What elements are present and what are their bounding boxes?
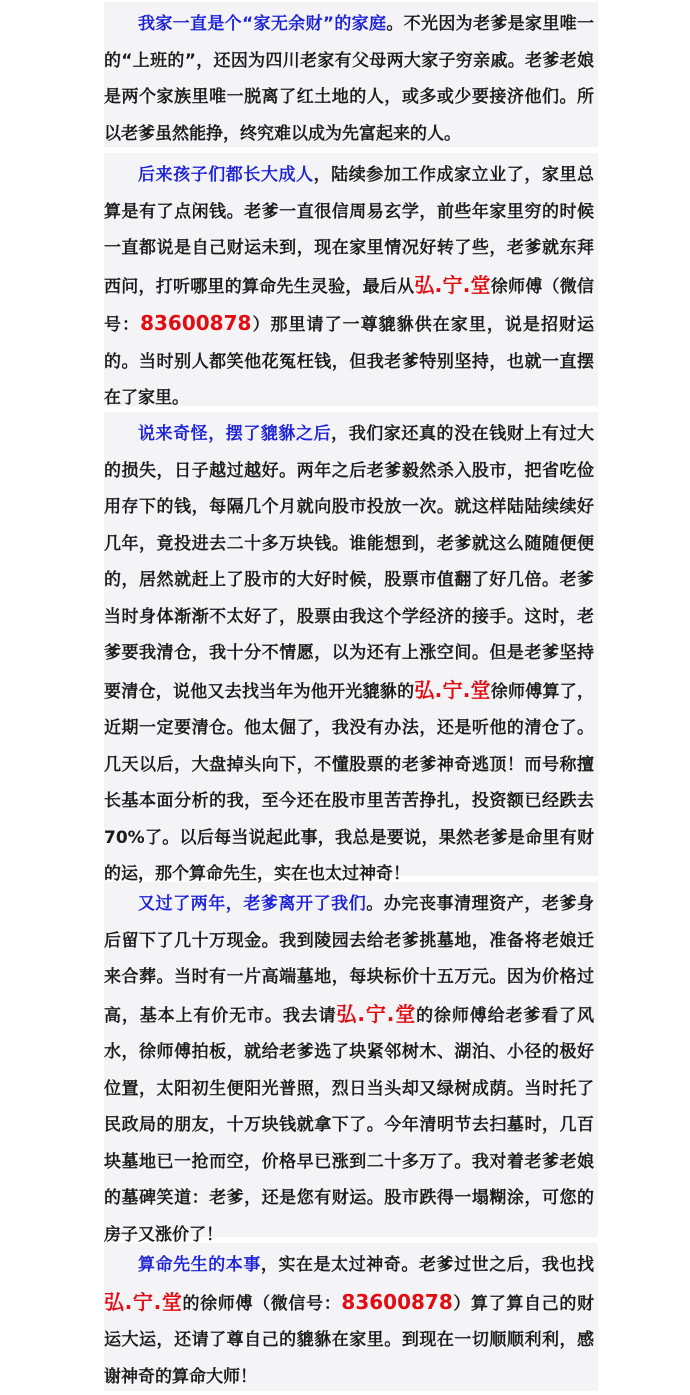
wechat-id-highlight: 83600878 [341,1289,453,1314]
paragraph-1-text: 。不光因为老爹是家里唯一的“上班的”，还因为四川老家有父母两大家子穷亲戚。老爹老娘是两个家族里唯一脱离了红土地的人，或多或少要接济他们。所以老爹虽然能挣，终究难以成为先富起来的人。 [104,14,594,144]
brand-name-highlight: 弘.宁.堂 [414,272,491,297]
brand-name-highlight: 弘.宁.堂 [336,1001,417,1026]
paragraph-3 [104,412,598,884]
paragraph-3-text-1: ，我们家还真的没在钱财上有过大的损失，日子越过越好。两年之后老爹毅然杀入股市，把省吃俭用存下的钱，每隔几个月就向股市投放一次。就这样陆陆续续好几年，竟投进去二十多万块钱。谁能想到，老爹就这么随随便便的，居然就赶上了股市的大好时候，股票市值翻了好几倍。老爹当时身体渐渐不太好了，股票由我这个学经济的接手。这时，老爹要我清仓，我十分不情愿，以为还有上涨空间。但是老爹坚持要清仓，说他又去找当年为他开光貔貅的 [104,424,595,702]
paragraph-5-text-2: 的徐师傅（微信号： [182,1293,342,1314]
brand-name-highlight: 弘.宁.堂 [414,677,491,702]
paragraph-5-lead: 算命先生的本事 [138,1255,261,1275]
paragraph-4-text-2: 的徐师傅给老爹看了风水，徐师傅拍板，就给老爹选了块紧邻树木、湖泊、小径的极好位置，太阳初生便阳光普照，烈日当头却又绿树成荫。当时托了民政局的朋友，十万块钱就拿下了。今年清明节去扫墓时，几百块墓地已一抢而空，价格早已涨到二十多万了。我对着老爹老娘的墓碑笑道：老爹，还是您有财运。股市跌得一塌糊涂，可您的房子又涨价了！ [104,1005,595,1245]
paragraph-2 [104,153,598,406]
wechat-id-highlight: 83600878 [140,311,252,335]
paragraph-4-lead: 又过了两年，老爹离开了我们 [138,894,367,914]
brand-name-highlight: 弘.宁.堂 [104,1289,183,1314]
paragraph-4-text-1: 。办完丧事清理资产，老爹身后留下了几十万现金。我到陵园去给老爹挑墓地，准备将老娘迁来合葬。当时有一片高端墓地，每块标价十五万元。因为价格过高，基本上有价无市。我去请 [104,894,595,1026]
paragraph-1-lead: 我家一直是个“家无余财”的家庭 [138,14,387,34]
paragraph-1 [104,2,598,147]
paragraph-2-text-1: ，陆续参加工作成家立业了，家里总算是有了点闲钱。老爹一直很信周易玄学，前些年家里穷的时候一直都说是自己财运未到，现在家里情况好转了些，老爹就东拜西问，打听哪里的算命先生灵验，最后从 [104,165,595,297]
paragraph-3-lead: 说来奇怪，摆了貔貅之后 [138,424,332,444]
paragraph-4 [104,882,598,1245]
paragraph-5-text-3: ）算了算自己的财运大运，还请了尊自己的貔貅在家里。到现在一切顺顺利利，感谢神奇的算命大师！ [104,1293,594,1387]
paragraph-3-text-2: 徐师傅算了，近期一定要清仓。他太倔了，我没有办法，还是听他的清仓了。几天以后，大盘掉头向下，不懂股票的老爹神奇逃顶！而号称擅长基本面分析的我，至今还在股市里苦苦挣扎，投资额已经跌去70%了。以后每当说起此事，我总是要说，果然老爹是命里有财的运，那个算命先生，实在也太过神奇！ [104,681,595,884]
paragraph-2-lead: 后来孩子们都长大成人 [138,165,314,185]
paragraph-5-text-1: ，实在是太过神奇。老爹过世之后，我也找 [260,1255,595,1275]
paragraph-5 [104,1243,598,1391]
paragraph-2-text-2: 徐师傅（微信号： [104,276,595,335]
paragraph-2-text-3: ）那里请了一尊貔貅供在家里，说是招财运的。当时别人都笑他花冤枉钱，但我老爹特别坚持，也就一直摆在了家里。 [104,315,595,408]
